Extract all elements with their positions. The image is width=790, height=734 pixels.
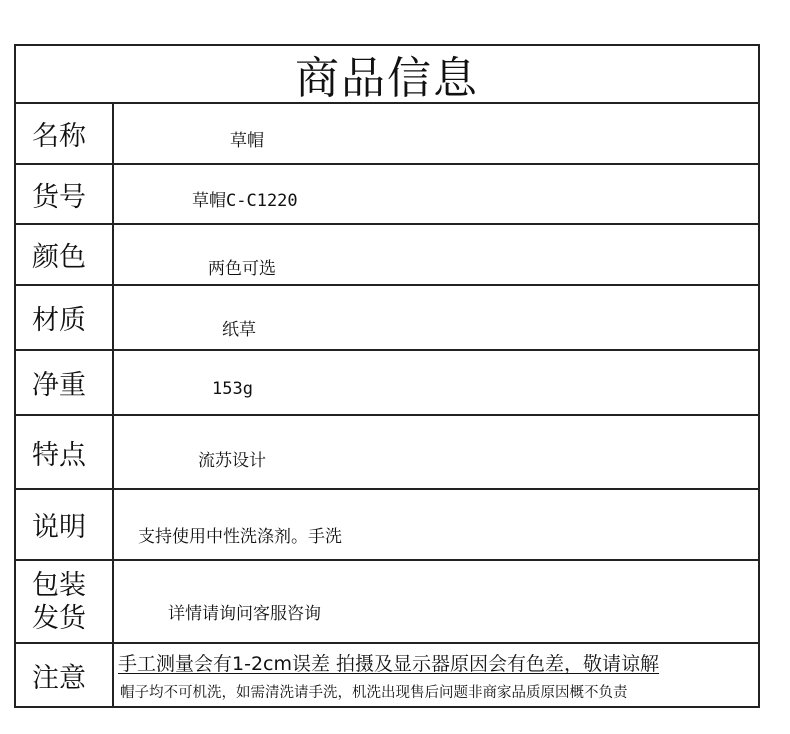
row-label: 包装 发货 [16,561,114,642]
row-label: 货号 [16,165,114,223]
notice-washing-text: 帽子均不可机洗，如需清洗请手洗，机洗出现售后问题非商家品质原因概不负责 [120,685,628,701]
row-value-cell [114,644,758,706]
table-row-item-number [16,165,758,225]
notice-measurement-text: 手工测量会有1-2cm误差 拍摄及显示器原因会有色差，敬请谅解 [118,653,660,675]
row-label: 注意 [16,644,114,706]
table-row-features [16,416,758,490]
row-label: 净重 [16,351,114,414]
row-value-cell [114,165,758,223]
row-value: 草帽C-C1220 [192,191,298,211]
row-value-cell [114,104,758,163]
row-label: 材质 [16,286,114,349]
row-label: 特点 [16,416,114,488]
table-row-shipping [16,561,758,644]
row-label: 说明 [16,490,114,559]
table-row-net-weight [16,351,758,416]
table-title: 商品信息 [16,46,758,104]
table-row-color [16,225,758,286]
table-row-material [16,286,758,351]
row-value-cell [114,225,758,284]
row-value: 支持使用中性洗涤剂。手洗 [138,527,342,547]
row-value-cell [114,351,758,414]
table-row-name [16,104,758,165]
row-value: 流苏设计 [198,451,266,471]
row-value-cell [114,490,758,559]
row-value: 详情请询问客服咨询 [168,604,321,624]
table-row-instructions [16,490,758,561]
product-info-table [14,44,760,708]
row-value-cell [114,416,758,488]
table-row-notice [16,644,758,706]
row-value: 153g [212,379,253,399]
row-value: 纸草 [222,320,256,340]
row-label: 颜色 [16,225,114,284]
row-value-cell [114,286,758,349]
row-value: 草帽 [230,131,264,151]
row-value-cell [114,561,758,642]
row-value: 两色可选 [208,259,276,279]
row-label: 名称 [16,104,114,163]
